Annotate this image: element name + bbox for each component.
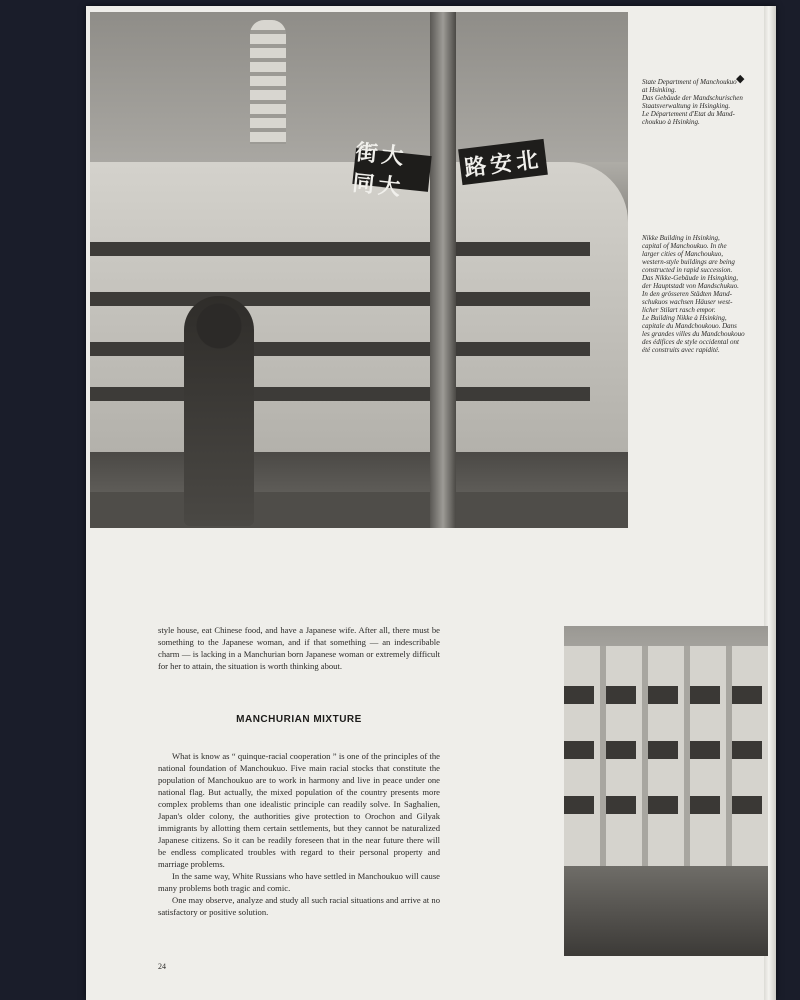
caption-line: State Department of Manchoukuo <box>642 78 737 86</box>
intro-paragraph: style house, eat Chinese food, and have a Japanese wife. After all, there must be something to the Japanese woman, and if that something — an indescribable charm — is lacking in a Manchurian born Japanese woman or extremely difficult for her to attain, the situation is worth thinking about. <box>158 625 440 671</box>
caption-line: Staatsverwaltung in Hsingking. <box>642 102 731 110</box>
book-page <box>86 6 776 1000</box>
caption-line: Nikke Building in Hsinking, <box>642 234 720 242</box>
caption-state-department <box>642 78 760 126</box>
caption-line: choukuo à Hsinking. <box>642 118 700 126</box>
caption-line: Das Nikke-Gebäude in Hsingking, <box>642 274 739 282</box>
caption-line: Le Building Nikke à Hsinking, <box>642 314 727 322</box>
photo-state-department <box>90 12 628 528</box>
street-sign-right: 路安北 <box>458 139 548 185</box>
diamond-marker-icon: ◆ <box>736 73 745 85</box>
window-band <box>90 342 590 356</box>
woman-figure <box>184 296 254 526</box>
window-awning <box>564 741 768 759</box>
window-band <box>90 292 590 306</box>
window-awning <box>564 796 768 814</box>
caption-line: capital of Manchoukuo. In the <box>642 242 727 250</box>
body-text <box>158 750 440 918</box>
caption-line: les grandes villes du Mandchoukouo <box>642 330 745 338</box>
caption-line: constructed in rapid succession. <box>642 266 733 274</box>
caption-line: été construits avec rapidité. <box>642 346 720 354</box>
street-sign-left: 街大同大 <box>352 148 431 192</box>
window-awning <box>564 686 768 704</box>
body-paragraph: In the same way, White Russians who have settled in Manchoukuo will cause many problems both tragic and comic. <box>158 871 440 893</box>
street <box>90 492 628 528</box>
photo-nikke-building <box>564 626 768 956</box>
caption-line: capitale du Mandchoukouo. Dans <box>642 322 737 330</box>
caption-line: western-style buildings are being <box>642 258 735 266</box>
caption-line: der Hauptstadt von Mandschukuo. <box>642 282 739 290</box>
caption-line: at Hsinking. <box>642 86 677 94</box>
caption-line: des édifices de style occidental ont <box>642 338 739 346</box>
building-tower <box>250 20 286 144</box>
caption-line: licher Stilart rasch empor. <box>642 306 716 314</box>
window-band <box>90 387 590 401</box>
building-facade <box>90 162 628 452</box>
caption-line: Das Gebäude der Mandschurischen <box>642 94 743 102</box>
caption-line: Le Département d'Etat du Mand- <box>642 110 735 118</box>
window-band <box>90 242 590 256</box>
body-paragraph: One may observe, analyze and study all such racial situations and arrive at no satisfactory or positive solution. <box>158 895 440 917</box>
page-number: 24 <box>158 962 166 971</box>
caption-line: In den grösseren Städten Mand- <box>642 290 732 298</box>
street-pole <box>430 12 456 528</box>
section-heading: MANCHURIAN MIXTURE <box>236 714 362 725</box>
shop-floor <box>564 866 768 956</box>
caption-line: schukuos wachsen Häuser west- <box>642 298 733 306</box>
body-paragraph: What is know as “ quinque-racial cooperation ” is one of the principles of the national foundation of Manchoukuo. Five main racial stocks that constitute the population of Manchoukuo are to work in harmony and live in peace under one national flag. But actually, the mixed population of the country presents more complex problems than one idealistic principle can readily solve. In Saghalien, Japan's older colony, the authorities give protection to Orochon and Gilyak immigrants by allotting them certain settlements, but they cannot be naturalized Japanese citizens. So it can be readily foreseen that in the near future there will be endless complicated troubles with regard to their personal property and marriage problems. <box>158 751 440 869</box>
caption-nikke-building <box>642 234 760 354</box>
caption-line: larger cities of Manchoukuo, <box>642 250 724 258</box>
